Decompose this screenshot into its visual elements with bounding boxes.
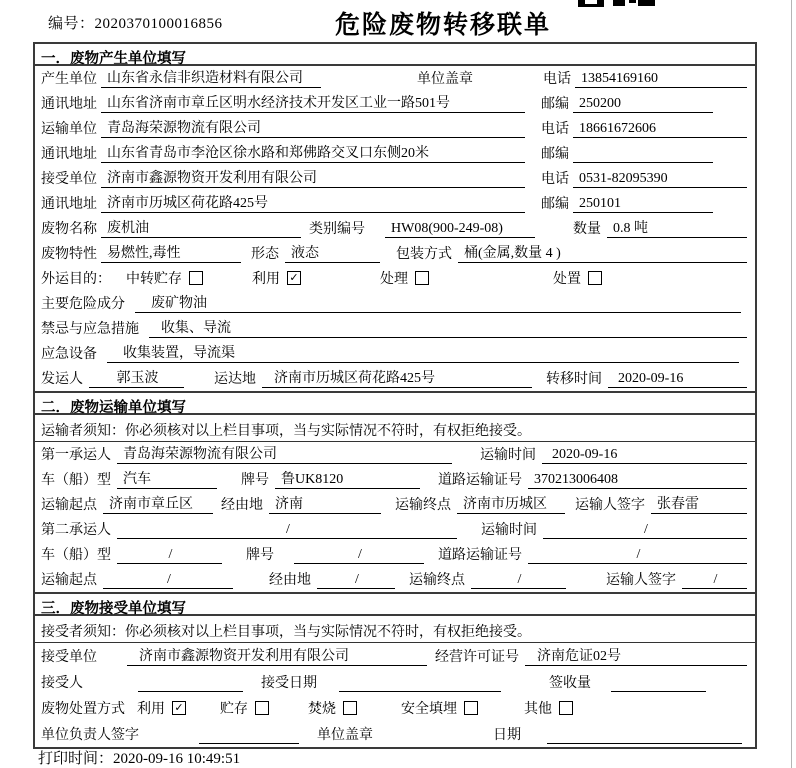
serial-label: 编号： — [48, 16, 95, 32]
carrier2-value: / — [117, 522, 457, 539]
zip-label: 邮编 — [541, 147, 569, 162]
transport-time-label: 运输时间 — [480, 448, 536, 463]
receiving-person-row — [35, 669, 755, 695]
producer-label: 产生单位 — [41, 72, 97, 87]
receiving-person-value — [138, 691, 243, 692]
transporter-zip-value — [573, 162, 713, 163]
option-label: 贮存 — [220, 702, 248, 717]
address-label: 通讯地址 — [41, 147, 97, 162]
via-value: / — [317, 572, 395, 589]
receiver-row — [35, 166, 755, 191]
transporter-phone-value: 18661672606 — [573, 121, 747, 138]
vehicle-type-label: 车（船）型 — [41, 473, 111, 488]
permit-value: 济南危证02号 — [525, 645, 747, 666]
checkbox-transfer-storage[interactable] — [189, 271, 203, 285]
option-label: 利用 — [137, 702, 165, 717]
via-value: 济南 — [269, 493, 381, 514]
shipper-value: 郭玉波 — [89, 367, 184, 388]
shipper-label: 发运人 — [41, 372, 83, 387]
unit-seal-label: 单位盖章 — [317, 728, 373, 743]
waste-name-label: 废物名称 — [41, 222, 97, 237]
phone-label: 电话 — [541, 122, 569, 137]
category-code-value: HW08(900-249-08) — [385, 221, 535, 238]
via-label: 经由地 — [221, 498, 263, 513]
serial-value: 2020370100016856 — [94, 16, 223, 32]
receiving-unit-label: 接受单位 — [41, 650, 97, 665]
section-transport-title: 二．废物运输单位填写 — [35, 393, 755, 415]
purpose-label: 外运目的： — [41, 272, 111, 287]
page-title: 危险废物转移联单 — [334, 11, 551, 39]
checkbox-disposal[interactable] — [588, 271, 602, 285]
carrier-sign-value: / — [682, 572, 747, 589]
disposal-option — [137, 698, 186, 718]
receiver-phone-value: 0531-82095390 — [573, 171, 747, 188]
emergency-value: 收集、导流 — [149, 317, 747, 338]
equipment-label: 应急设备 — [41, 347, 97, 362]
producer-zip-value: 250200 — [573, 96, 713, 113]
disposal-option — [308, 698, 357, 718]
disposal-option — [524, 698, 573, 718]
disposal-option — [401, 698, 478, 718]
transporter-address-value: 山东省青岛市李沧区徐水路和郑佛路交叉口东侧20米 — [101, 142, 525, 163]
option-label: 处置 — [553, 272, 581, 287]
end-label: 运输终点 — [395, 498, 451, 513]
form-value: 液态 — [285, 242, 380, 263]
carrier1-row — [35, 442, 755, 467]
emergency-row — [35, 316, 755, 341]
waste-traits-row — [35, 241, 755, 266]
transporter-label: 运输单位 — [41, 122, 97, 137]
checkbox-incineration[interactable] — [343, 701, 357, 715]
purpose-option — [252, 268, 301, 288]
packing-label: 包装方式 — [396, 247, 452, 262]
date-value — [547, 743, 742, 744]
producer-address-value: 山东省济南市章丘区明水经济技术开发区工业一路501号 — [101, 92, 525, 113]
receiving-unit-value: 济南市鑫源物资开发利用有限公司 — [127, 645, 427, 666]
plate-label: 牌号 — [246, 548, 274, 563]
vehicle1-row — [35, 467, 755, 492]
responsible-sign-value — [199, 743, 299, 744]
plate-value: 鲁UK8120 — [275, 468, 420, 489]
origin-label: 运输起点 — [41, 573, 97, 588]
equipment-value: 收集装置，导流渠 — [107, 342, 739, 363]
carrier-sign-value: 张春雷 — [651, 493, 747, 514]
transfer-time-value: 2020-09-16 — [608, 371, 747, 388]
destination-label: 运达地 — [214, 372, 256, 387]
road-license-label: 道路运输证号 — [438, 548, 522, 563]
plate-label: 牌号 — [241, 473, 269, 488]
vehicle2-row — [35, 542, 755, 567]
received-amount-value — [611, 691, 706, 692]
section-producer — [35, 44, 755, 391]
transporter-row — [35, 116, 755, 141]
print-time-label: 打印时间： — [38, 751, 114, 767]
transporter-address-row — [35, 141, 755, 166]
hazard-value: 废矿物油 — [135, 292, 741, 313]
transporter-value: 青岛海荣源物流有限公司 — [101, 117, 525, 138]
transport-time-value: 2020-09-16 — [542, 447, 747, 464]
option-label: 其他 — [524, 702, 552, 717]
checkbox-storage[interactable] — [255, 701, 269, 715]
producer-address-row — [35, 91, 755, 116]
receiving-unit-row — [35, 643, 755, 669]
receiver-notice: 接受者须知：你必须核对以上栏目事项，当与实际情况不符时，有权拒绝接受。 — [35, 616, 755, 643]
road-license-value: / — [528, 547, 747, 564]
responsible-sign-label: 单位负责人签字 — [41, 728, 139, 743]
receiver-zip-value: 250101 — [573, 196, 713, 213]
plate-value: / — [294, 547, 424, 564]
vehicle-type-value: 汽车 — [117, 468, 217, 489]
purpose-option — [553, 268, 602, 288]
waste-name-row — [35, 216, 755, 241]
qr-code-fragment — [578, 0, 658, 10]
carrier1-value: 青岛海荣源物流有限公司 — [117, 443, 452, 464]
carrier1-label: 第一承运人 — [41, 448, 111, 463]
route1-row — [35, 492, 755, 517]
option-label: 安全填埋 — [401, 702, 457, 717]
page-edge-line — [791, 0, 792, 768]
receive-date-value — [339, 691, 501, 692]
end-value: / — [471, 572, 566, 589]
address-label: 通讯地址 — [41, 197, 97, 212]
received-amount-label: 签收量 — [549, 676, 591, 691]
carrier-sign-label: 运输人签字 — [606, 573, 676, 588]
waste-name-value: 废机油 — [101, 217, 301, 238]
carrier2-label: 第二承运人 — [41, 523, 111, 538]
purpose-option — [380, 268, 429, 288]
transfer-time-label: 转移时间 — [546, 372, 602, 387]
quantity-value: 0.8 吨 — [607, 217, 747, 238]
address-label: 通讯地址 — [41, 97, 97, 112]
zip-label: 邮编 — [541, 197, 569, 212]
disposal-method-label: 废物处置方式 — [41, 702, 125, 717]
waste-traits-value: 易燃性,毒性 — [101, 242, 241, 263]
vehicle-type-value: / — [117, 547, 222, 564]
via-label: 经由地 — [269, 573, 311, 588]
option-label: 中转贮存 — [126, 272, 182, 287]
emergency-label: 禁忌与应急措施 — [41, 322, 139, 337]
shipper-row — [35, 366, 755, 391]
origin-value: / — [103, 572, 233, 589]
transport-time-label: 运输时间 — [481, 523, 537, 538]
road-license-value: 370213006408 — [528, 472, 747, 489]
packing-value: 桶(金属,数量 4 ) — [458, 242, 747, 263]
print-time-value: 2020-09-16 10:49:51 — [113, 751, 241, 767]
category-code-label: 类别编号 — [309, 222, 365, 237]
option-label: 焚烧 — [308, 702, 336, 717]
transport-time-value: / — [543, 522, 747, 539]
receiving-person-label: 接受人 — [41, 676, 83, 691]
disposal-option — [220, 698, 269, 718]
receiver-address-row — [35, 191, 755, 216]
form-label: 形态 — [251, 247, 279, 262]
destination-value: 济南市历城区荷花路425号 — [262, 367, 532, 388]
road-license-label: 道路运输证号 — [438, 473, 522, 488]
checkbox-other[interactable] — [559, 701, 573, 715]
manifest-form — [33, 42, 757, 749]
section-transport — [35, 391, 755, 592]
checkbox-reuse[interactable]: ✓ — [172, 701, 186, 715]
purpose-option — [126, 268, 203, 288]
end-label: 运输终点 — [409, 573, 465, 588]
receiver-label: 接受单位 — [41, 172, 97, 187]
date-label: 日期 — [493, 728, 521, 743]
checkbox-reuse[interactable]: ✓ — [287, 271, 301, 285]
origin-value: 济南市章丘区 — [103, 493, 213, 514]
producer-value: 山东省永信非织造材料有限公司 — [101, 67, 321, 88]
equipment-row — [35, 341, 755, 366]
option-label: 利用 — [252, 272, 280, 287]
print-timestamp — [38, 747, 240, 768]
producer-row — [35, 66, 755, 91]
zip-label: 邮编 — [541, 97, 569, 112]
producer-phone-value: 13854169160 — [575, 71, 747, 88]
disposal-method-row — [35, 695, 755, 721]
transporter-notice: 运输者须知：你必须核对以上栏目事项，当与实际情况不符时，有权拒绝接受。 — [35, 415, 755, 442]
section-producer-title: 一．废物产生单位填写 — [35, 44, 755, 66]
phone-label: 电话 — [543, 72, 571, 87]
seal-label: 单位盖章 — [417, 72, 473, 87]
route2-row — [35, 567, 755, 592]
checkbox-landfill[interactable] — [464, 701, 478, 715]
checkbox-treatment[interactable] — [415, 271, 429, 285]
hazard-row — [35, 291, 755, 316]
responsible-sign-row — [35, 721, 755, 747]
receive-date-label: 接受日期 — [261, 676, 317, 691]
carrier2-row — [35, 517, 755, 542]
end-value: 济南市历城区 — [457, 493, 565, 514]
waste-traits-label: 废物特性 — [41, 247, 97, 262]
section-receiver — [35, 592, 755, 747]
origin-label: 运输起点 — [41, 498, 97, 513]
carrier-sign-label: 运输人签字 — [575, 498, 645, 513]
phone-label: 电话 — [541, 172, 569, 187]
permit-label: 经营许可证号 — [435, 650, 519, 665]
hazard-label: 主要危险成分 — [41, 297, 125, 312]
receiver-value: 济南市鑫源物资开发利用有限公司 — [101, 167, 525, 188]
option-label: 处理 — [380, 272, 408, 287]
section-receiver-title: 三．废物接受单位填写 — [35, 594, 755, 616]
vehicle-type-label: 车（船）型 — [41, 548, 111, 563]
quantity-label: 数量 — [573, 222, 601, 237]
receiver-address-value: 济南市历城区荷花路425号 — [101, 192, 525, 213]
purpose-row — [35, 266, 755, 291]
